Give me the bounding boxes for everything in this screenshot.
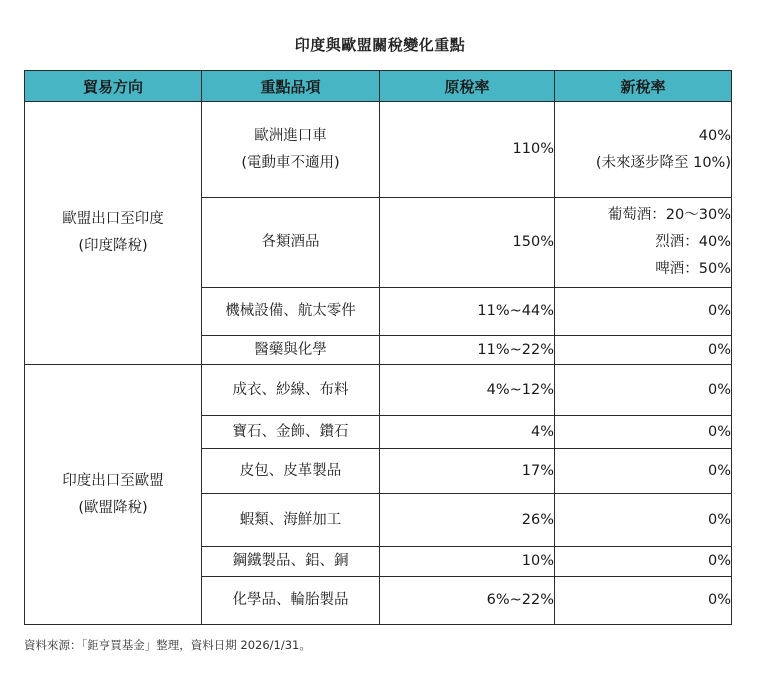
new-rate-note: (未來逐步降至 10%)	[595, 154, 731, 171]
source-note: 資料來源：「鉅亨買基金」整理，資料日期 2026/1/31。	[24, 638, 311, 652]
table-row	[25, 365, 732, 416]
item-label: 歐洲進口車	[254, 127, 327, 144]
item-cell: 各類酒品	[202, 198, 380, 288]
new-rate-value: 40%	[698, 127, 731, 144]
header-original-rate: 原稅率	[380, 71, 555, 102]
item-note: (電動車不適用)	[241, 154, 340, 171]
new-rate-cell: 0%	[555, 494, 732, 547]
trade-direction-label: 歐盟出口至印度	[62, 211, 164, 227]
original-rate-cell: 26%	[380, 494, 555, 547]
item-cell: 寶石、金飾、鑽石	[202, 416, 380, 449]
new-rate-cell: 0%	[555, 365, 732, 416]
new-rate-cell: 0%	[555, 336, 732, 365]
new-rate-cell: 0%	[555, 416, 732, 449]
new-rate-wine: 葡萄酒：20～30%	[607, 207, 731, 223]
original-rate-cell: 150%	[380, 198, 555, 288]
table-header-row	[25, 71, 732, 102]
tariff-table	[24, 70, 732, 625]
new-rate-cell	[555, 198, 732, 288]
item-cell: 機械設備、航太零件	[202, 288, 380, 336]
page-title: 印度與歐盟關稅變化重點	[294, 36, 466, 54]
item-cell	[202, 102, 380, 198]
original-rate-cell: 17%	[380, 449, 555, 494]
new-rate-spirits: 烈酒：40%	[655, 234, 731, 250]
new-rate-cell	[555, 102, 732, 198]
item-cell: 皮包、皮革製品	[202, 449, 380, 494]
original-rate-cell: 11%~44%	[380, 288, 555, 336]
new-rate-cell: 0%	[555, 288, 732, 336]
header-new-rate: 新稅率	[555, 71, 732, 102]
original-rate-cell: 4%~12%	[380, 365, 555, 416]
trade-direction-cell	[25, 365, 202, 625]
trade-direction-note: (歐盟降稅)	[78, 499, 148, 516]
item-cell: 鋼鐵製品、鋁、銅	[202, 547, 380, 577]
header-key-items: 重點品項	[202, 71, 380, 102]
item-cell: 化學品、輪胎製品	[202, 577, 380, 625]
table-row	[25, 102, 732, 198]
original-rate-cell: 10%	[380, 547, 555, 577]
trade-direction-note: (印度降稅)	[78, 238, 148, 254]
item-cell: 成衣、紗線、布料	[202, 365, 380, 416]
trade-direction-label: 印度出口至歐盟	[62, 472, 164, 489]
new-rate-cell: 0%	[555, 577, 732, 625]
original-rate-cell: 11%~22%	[380, 336, 555, 365]
original-rate-cell: 110%	[380, 102, 555, 198]
item-cell: 醫藥與化學	[202, 336, 380, 365]
new-rate-cell: 0%	[555, 547, 732, 577]
new-rate-cell: 0%	[555, 449, 732, 494]
new-rate-beer: 啤酒：50%	[655, 261, 731, 277]
header-trade-direction: 貿易方向	[25, 71, 202, 102]
trade-direction-cell	[25, 102, 202, 365]
original-rate-cell: 6%~22%	[380, 577, 555, 625]
original-rate-cell: 4%	[380, 416, 555, 449]
item-cell: 蝦類、海鮮加工	[202, 494, 380, 547]
